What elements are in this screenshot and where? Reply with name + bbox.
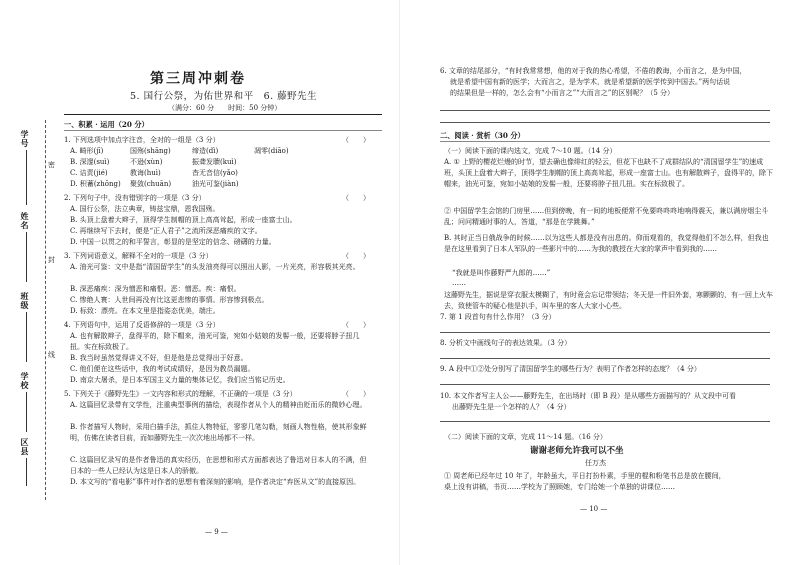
- binding-strip: [0, 0, 62, 565]
- student-id-line: [26, 150, 27, 205]
- seal-mark-3: 线: [48, 351, 55, 359]
- q1-opt-a-3: 缔造(dì): [192, 147, 219, 155]
- q3-opt-a: A. 油光可鉴：文中是指“清国留学生”的头发油亮得可以照出人影，一片光亮，形容极其光亮。: [70, 263, 360, 271]
- paper-subtitle: 5. 国行公祭，为佑世界和平 6. 藤野先生: [130, 91, 318, 102]
- q1-opt-c-1: C. 诘责(jié): [70, 169, 108, 177]
- q1-opt-d-1: D. 积蓄(zhōng): [70, 180, 121, 188]
- q10-line-1: 10. 本文作者写主人公——藤野先生，在出场时（即 B 段）是从哪些方面描写的？从文段中可看: [440, 392, 736, 400]
- q3-stem: 3. 下列词语意义，解释不全对的一项是（3 分）: [64, 252, 213, 260]
- class-line: [26, 312, 27, 362]
- q6-answer-line-1[interactable]: [440, 110, 770, 111]
- q3-opt-b: B. 深恶痛疾：深为憎恶和痛恨。恶：憎恶。疾：痛恨。: [70, 285, 241, 293]
- q5-answer-paren[interactable]: （ ）: [342, 390, 370, 398]
- section-1-title: 一、积累 · 运用（20 分）: [64, 120, 149, 129]
- q7-stem: 7. 第 1 段首句有什么作用？（3 分）: [440, 313, 556, 321]
- q1-opt-a-2: 国殇(shāng): [130, 147, 171, 155]
- passage-b-ellipsis: ……: [452, 279, 466, 287]
- q1-opt-b-3: 振聋发聩(kuì): [192, 158, 237, 166]
- q3-answer-paren[interactable]: （ ）: [342, 252, 370, 260]
- q6-line-2: 就是希望中国有新的医学；大而言之，是为学术，就是希望新的医学传到中国去。”两句话说: [450, 78, 731, 86]
- school-line: [26, 392, 27, 432]
- q2-opt-d: D. 中国一以贯之的和平誓言，彰显的是坚定的信念、磅礴的力量。: [70, 238, 276, 246]
- q10-answer-line[interactable]: [440, 421, 770, 422]
- header-rule: [64, 114, 382, 115]
- passage-b-quote: “我就是叫作藤野严九郎的……”: [452, 269, 551, 277]
- q2-stem: 2. 下列句子中，没有错别字的一项是（3 分）: [64, 194, 206, 202]
- q1-opt-d-3: 油光可鉴(jiàn): [192, 180, 239, 188]
- q8-stem: 8. 分析文中画线句子的表达效果。（3 分）: [440, 339, 572, 347]
- q5-opt-b: B. 作者描写人物时，采用白描手法，抓住人物特征，寥寥几笔勾勒，刻画人物性格，使其形象鲜明，仿佛在读者目前，而如藤野先生一次次地出场都不一样。: [70, 423, 367, 442]
- q4-stem: 4. 下列语句中，运用了反语修辞的一项是（3 分）: [64, 321, 220, 329]
- section-1-rule: [64, 130, 382, 131]
- q4-opt-a: A. 也有解散辫子，盘得平的，除下帽来，油光可鉴，宛如小姑娘的发髻一般，还要将脖子扭几扭。实在标致极了。: [70, 332, 360, 351]
- q1-opt-a-4: 凋零(diāo): [254, 147, 289, 155]
- seal-mark-2: 封: [48, 256, 55, 264]
- q1-opt-a-1: A. 畸形(jī): [70, 147, 104, 155]
- part1-intro: （一）阅读下面的课内选文，完成 7～10 题。（14 分）: [444, 147, 617, 155]
- q1-stem: 1. 下列选项中加点字注音，全对的一组是（3 分）: [64, 136, 220, 144]
- q2-opt-a: A. 国行公祭，法立典章，铸兹宝鼎，恩我国殇。: [70, 205, 220, 213]
- passage-b-para: B. 其时正当日俄战争的时候……以为这些人都是没有出息的。仰而观看的，我觉得他们不怎么样，但我也是在这里看到了日本人军队的一些影片中的……为我的教授在大家的掌声中看到我的……: [444, 234, 769, 253]
- q3-opt-d: D. 标致：漂亮。在本文里是指姿态优美，端庄。: [70, 307, 220, 315]
- q8-answer-line[interactable]: [440, 358, 770, 359]
- seal-dashed-line: [45, 120, 46, 500]
- q5-opt-a: A. 这篇回忆录带有文学性，注重典型事例的描绘，表现作者从个人的精神由贬而乐的微妙心理。: [70, 401, 367, 409]
- seal-mark-1: 密: [48, 161, 55, 169]
- page-number-9: — 9 —: [205, 528, 228, 536]
- passage-a-para-2: ② 中国留学生会馆的门房里……但到傍晚，有一间的地板便常不免要咚咚咚地响得震天，兼以满房烟尘斗乱；问问精通时事的人，答道，“那是在学跳舞。”: [444, 207, 769, 226]
- q2-answer-paren[interactable]: （ ）: [342, 194, 370, 202]
- q6-line-3: 的结果但是一样的，怎么会有“小而言之”“大而言之”的区别呢？（5 分）: [450, 89, 674, 97]
- q1-opt-b-2: 不逊(xùn): [130, 158, 163, 166]
- section-2-title: 二、阅读 · 赏析（30 分）: [440, 131, 525, 140]
- q2-opt-b: B. 头顶上盘着大辫子，顶得学生制帽的顶上高高耸起，形成一座富士山。: [70, 216, 297, 224]
- q1-opt-c-3: 杳无音信(yǎo): [192, 169, 238, 177]
- q9-answer-line[interactable]: [440, 384, 770, 385]
- q5-opt-d: D. 本文写的“看电影”事件对作者的思想有着深刻的影响，是作者决定“弃医从文”的直接原因。: [70, 478, 361, 486]
- q3-opt-c: C. 惨绝人寰：人世间再没有比这更悲惨的事情。形容惨到极点。: [70, 296, 269, 304]
- paper-title: 第三周冲刺卷: [150, 71, 246, 87]
- district-line: [26, 458, 27, 486]
- article-title: 谢谢老师允许我可以不坐: [530, 446, 624, 456]
- label-district: 区县: [20, 438, 30, 456]
- q1-answer-paren[interactable]: （ ）: [342, 136, 370, 144]
- q7-answer-line[interactable]: [440, 332, 770, 333]
- article-para-1-line-1: ① 周老师已经年过 10 年了，年龄虽大，平日打扮朴素，手里的棍和粉笔书总是放在腰间，: [444, 472, 726, 480]
- q4-answer-paren[interactable]: （ ）: [342, 321, 370, 329]
- label-student-id: 学号: [20, 130, 30, 148]
- section-2-rule: [440, 141, 770, 142]
- q9-stem: 9. A 段中①②处分别写了清国留学生的哪些行为？表明了作者怎样的态度？（4 分）: [440, 365, 701, 373]
- q6-answer-line-2[interactable]: [440, 122, 770, 123]
- q5-opt-c: C. 这篇回忆录写的是作者鲁迅的真实经历，在思想和形式方面都表达了鲁迅对日本人的不满，但日本的一些人已经认为这是日本人的骄傲。: [70, 456, 367, 475]
- passage-a-para-1: A. ① 上野的樱花烂熳的时节，望去确也像绯红的轻云，但花下也缺不了成群结队的“清国留学生”的速成班，头顶上盘着大辫子，顶得学生制帽的顶上高高耸起，形成一座富士山。也有解散辫子，盘得平的，除下帽来，油光可鉴，宛如小姑娘的发髻一般，还要将脖子扭几扭。实在标致极了。: [444, 158, 773, 188]
- label-class: 班级: [20, 292, 30, 310]
- q1-opt-b-1: B. 深邃(suì): [70, 158, 110, 166]
- q4-opt-b: B. 我当时虽然觉得讲义不好，但是他是总觉得出于好意。: [70, 354, 248, 362]
- q2-opt-c: C. 再继续写下去时，便是“正人君子”之流所深恶痛疾的文字。: [70, 227, 262, 235]
- q4-opt-d: D. 南京大屠杀，是日本军国主义力量的集体记忆，我们应当铭记历史。: [70, 376, 290, 384]
- q6-line-1: 6. 文章的结尾部分，“有时我常常想，他的对于我的热心希望，不倦的教诲，小而言之，是为中国，: [440, 67, 747, 75]
- passage-b-para-2: 这藤野先生，据说是穿衣服太模糊了，有时竟会忘记带领结；冬天是一件旧外套，寒颤颤的，有一回上火车去，致使管车的疑心他是扒手，叫车里的客人大家小心些。: [444, 291, 773, 310]
- right-page: [400, 0, 800, 565]
- q1-opt-c-2: 教诲(huì): [130, 169, 161, 177]
- label-school: 学校: [20, 372, 30, 390]
- article-para-1-line-2: 桌上没有讲稿，书页……学校为了照顾她，专门给她一个单独的讲课位……: [444, 483, 675, 491]
- article-author: 任万杰: [585, 459, 606, 467]
- paper-meta: （满分：60 分 时间：50 分钟）: [168, 104, 282, 112]
- part2-intro: （二）阅读下面的文章，完成 11～14 题。（16 分）: [444, 433, 607, 441]
- page-number-10: — 10 —: [580, 505, 608, 513]
- q5-stem: 5. 下列关于《藤野先生》一文内容和形式的理解，不正确的一项是（3 分）: [64, 390, 297, 398]
- q10-line-2: 出藤野先生是一个怎样的人？（4 分）: [452, 403, 571, 411]
- q4-opt-c: C. 他们便在这些话中，我的考试成绩好，是因为教员漏题。: [70, 365, 255, 373]
- name-line: [26, 232, 27, 282]
- q1-opt-d-2: 聚敛(chuān): [130, 180, 172, 188]
- label-name: 姓名: [20, 212, 30, 230]
